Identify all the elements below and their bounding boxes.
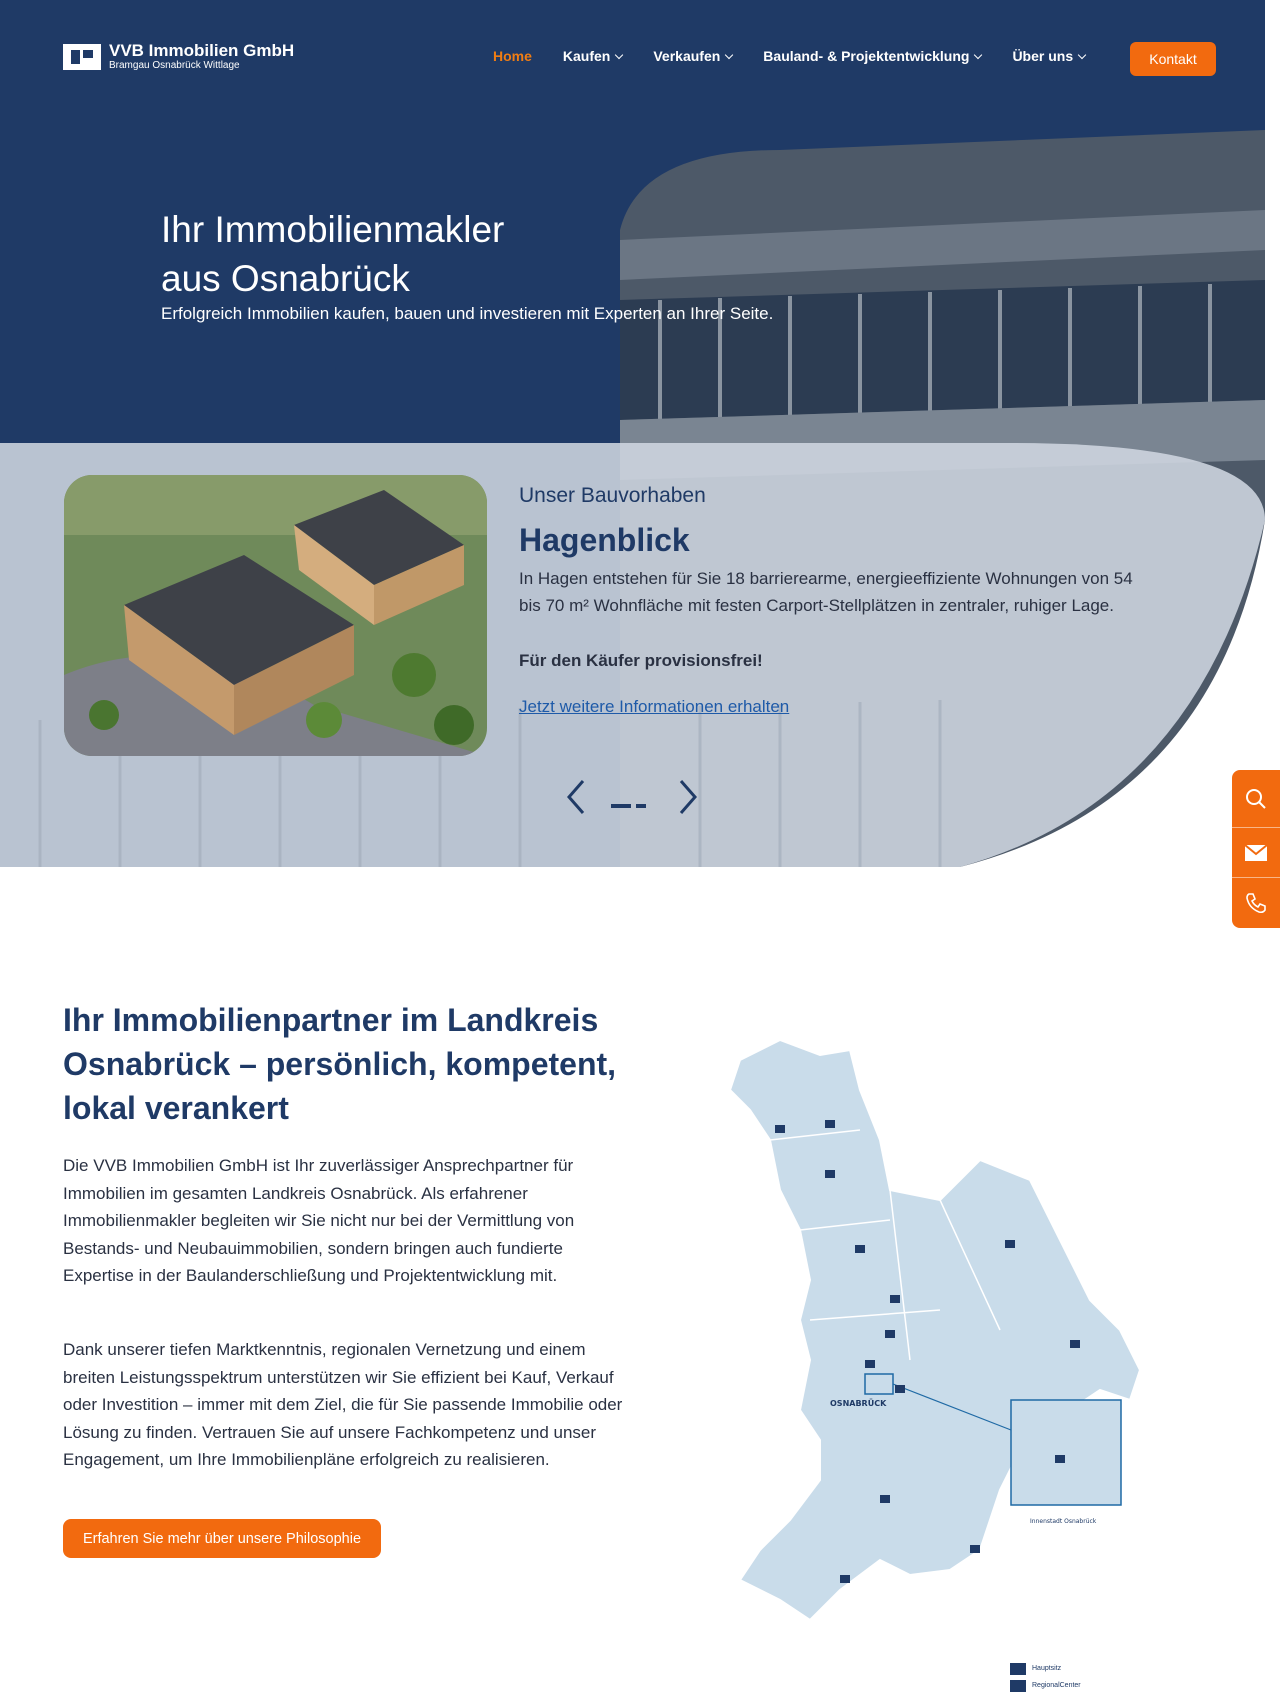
top-navbar <box>0 0 1265 120</box>
chevron-down-icon <box>615 50 623 58</box>
chevron-down-icon <box>725 50 733 58</box>
contact-button[interactable]: Kontakt <box>1130 42 1216 76</box>
nav-item-verkaufen[interactable] <box>653 48 732 64</box>
nav-item-kaufen[interactable] <box>563 48 622 64</box>
project-more-info-link[interactable]: Jetzt weitere Informationen erhalten <box>519 697 790 716</box>
about-heading <box>63 998 623 1130</box>
mail-icon <box>1244 844 1268 862</box>
project-title: Hagenblick <box>519 522 690 558</box>
about-paragraph-1: Die VVB Immobilien GmbH ist Ihr zuverlässiger Ansprechpartner für Immobilien im gesamten Landkreis Osnabrück. Als erfahrener Immobilienmakler begleiten wir Sie nicht nur bei der Vermittlung von Bestands- und Neubauimmobilien, sondern bringen auch fundierte Expertise in der Baulanderschließung und Projektentwicklung mit. <box>63 1156 575 1285</box>
carousel-prev-button[interactable] <box>565 779 589 815</box>
project-description: In Hagen entstehen für Sie 18 barrierearme, energieeffiziente Wohnungen von 54 bis 70 m² Wohnfläche mit festen Carport-Stellplätzen in zentraler, ruhiger Lage. <box>519 569 1133 615</box>
vr-logo-icon <box>63 44 101 70</box>
nav-item-bauland[interactable] <box>763 48 981 64</box>
chevron-down-icon <box>974 50 982 58</box>
brand-logo[interactable] <box>63 42 294 71</box>
search-icon <box>1245 788 1267 810</box>
regionalcenter-icon <box>1010 1680 1026 1692</box>
brand-name: VVB Immobilien GmbH <box>109 41 295 60</box>
philosophy-button[interactable]: Erfahren Sie mehr über unsere Philosophie <box>63 1519 381 1558</box>
svg-text:Innenstadt Osnabrück: Innenstadt Osnabrück <box>1030 1518 1097 1525</box>
chevron-right-icon <box>675 779 699 815</box>
carousel-dot-1[interactable] <box>611 804 631 808</box>
nav-item-home[interactable] <box>493 48 532 64</box>
side-search-button[interactable] <box>1232 770 1280 828</box>
carousel-dot-2[interactable] <box>636 804 646 808</box>
about-paragraph-2: Dank unserer tiefen Marktkenntnis, regionalen Vernetzung und einem breiten Leistungsspektrum unterstützen wir Sie effizient bei Kauf, Verkauf oder Investition – immer mit dem Ziel, die für Sie passende Immobilie oder Lösung zu finden. Vertrauen Sie auf unsere Fachkompetenz und unser Engagement, um Ihre Immobilienpläne erfolgreich zu realisieren. <box>63 1340 623 1469</box>
nav-item-ueber-uns[interactable] <box>1012 48 1085 64</box>
chevron-left-icon <box>565 779 589 815</box>
hauptsitz-icon <box>1010 1663 1026 1675</box>
brand-subline: Bramgau Osnabrück Wittlage <box>109 60 240 71</box>
nav-label: Über uns <box>1012 48 1074 64</box>
project-highlight: Für den Käufer provisionsfrei! <box>519 651 763 670</box>
nav-label: Kaufen <box>562 48 611 64</box>
hero-subtitle: Erfolgreich Immobilien kaufen, bauen und investieren mit Experten an Ihrer Seite. <box>161 304 774 323</box>
carousel-next-button[interactable] <box>675 779 699 815</box>
map-legend <box>1010 1660 1081 1694</box>
region-map <box>700 1030 1150 1630</box>
nav-label: Verkaufen <box>653 48 721 64</box>
about-heading-bold: persönlich, kompetent, lokal verankert <box>63 1046 617 1126</box>
project-image[interactable] <box>64 475 487 756</box>
chevron-down-icon <box>1078 50 1086 58</box>
side-contact-widgets <box>1232 770 1280 928</box>
nav-label: Home <box>493 48 532 64</box>
main-nav <box>493 48 1116 64</box>
side-mail-button[interactable] <box>1232 828 1280 878</box>
project-kicker: Unser Bauvorhaben <box>519 484 706 507</box>
legend-label: Hauptsitz <box>1032 1665 1062 1672</box>
carousel-indicators <box>611 804 646 808</box>
svg-text:OSNABRÜCK: OSNABRÜCK <box>830 1399 887 1408</box>
legend-label: RegionalCenter <box>1032 1682 1081 1689</box>
about-heading-regular: Ihr Immobilienpartner im Landkreis Osnabrück – <box>63 1002 599 1082</box>
phone-icon <box>1245 892 1267 914</box>
side-phone-button[interactable] <box>1232 878 1280 928</box>
nav-label: Bauland- & Projektentwicklung <box>763 48 970 64</box>
hero-title: Ihr Immobilienmakler aus Osnabrück <box>161 209 505 299</box>
